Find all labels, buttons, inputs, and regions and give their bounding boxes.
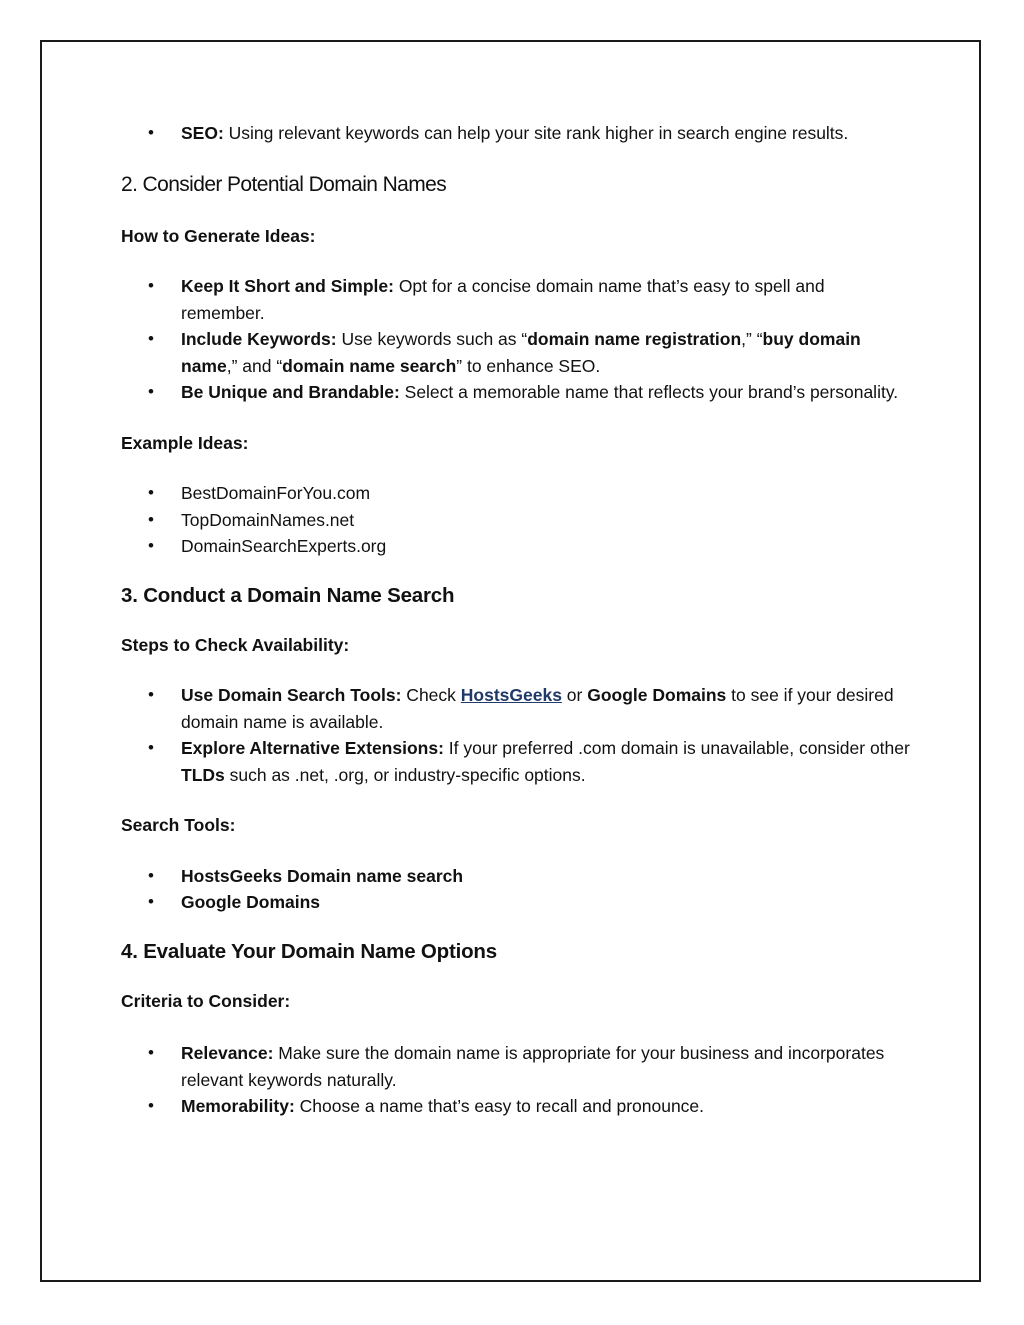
list-item xyxy=(121,1093,911,1120)
bullet-text: ,” “ xyxy=(741,329,763,349)
bullet-text: ” to enhance SEO. xyxy=(456,355,601,376)
bullet-label: Include Keywords: xyxy=(181,329,337,349)
bullet-text: Use keywords such as “ xyxy=(336,329,528,349)
bullet-label: Be Unique and Brandable: xyxy=(181,382,400,402)
hostsgeeks-link[interactable]: HostsGeeks xyxy=(460,685,562,705)
list-item xyxy=(121,889,911,916)
section3-subheading: Steps to Check Availability: xyxy=(121,634,350,655)
keyword: domain name search xyxy=(282,355,457,376)
keyword: domain name registration xyxy=(527,329,742,349)
section3-heading: 3. Conduct a Domain Name Search xyxy=(121,583,455,607)
bullet-label: Use Domain Search Tools: xyxy=(181,685,402,705)
bullet-text: If your preferred .com domain is unavailable, consider other xyxy=(443,738,910,758)
bullet-text: Choose a name that’s easy to recall and pronounce. xyxy=(294,1096,705,1116)
bullet-text: such as .net, .org, or industry-specific options. xyxy=(224,764,586,785)
keyword: buy domain name xyxy=(181,329,861,376)
list-item: • BestDomainForYou.com xyxy=(121,480,911,507)
list-item xyxy=(121,682,911,735)
list-item xyxy=(121,273,911,326)
bullet-label: Keep It Short and Simple: xyxy=(181,276,394,296)
bullet-text: or xyxy=(561,685,588,705)
list-item xyxy=(121,735,911,788)
bullet-text: Make sure the domain name is appropriate for your business and incorporates relevant keywords naturally. xyxy=(181,1043,885,1090)
bullet-label: Explore Alternative Extensions: xyxy=(181,738,444,758)
list-item xyxy=(121,379,911,406)
section3-steps-list xyxy=(121,682,911,788)
bullet-text: Using relevant keywords can help your site rank higher in search engine results. xyxy=(223,123,849,143)
bullet-label: Memorability: xyxy=(181,1096,295,1116)
section4-subheading: Criteria to Consider: xyxy=(121,990,291,1011)
examples-heading: Example Ideas: xyxy=(121,432,249,453)
bullet-label: SEO: xyxy=(181,123,224,143)
bullet-label: Relevance: xyxy=(181,1043,274,1063)
bullet-text: Check xyxy=(401,685,461,705)
keyword: Google Domains xyxy=(587,685,727,705)
examples-list xyxy=(121,480,911,560)
list-item xyxy=(121,863,911,890)
section2-heading: 2. Consider Potential Domain Names xyxy=(121,172,447,196)
bullet-text: to see if your desired domain name is available. xyxy=(181,685,894,732)
search-tools-heading: Search Tools: xyxy=(121,815,236,835)
list-item xyxy=(121,326,911,379)
bullet-text: ,” and “ xyxy=(226,355,283,376)
search-tools-list xyxy=(121,863,911,916)
list-item: • DomainSearchExperts.org xyxy=(121,533,911,560)
tool-name: HostsGeeks Domain name search xyxy=(181,865,464,886)
bullet-text: Opt for a concise domain name that’s easy to spell and remember. xyxy=(181,276,825,323)
section4-heading: 4. Evaluate Your Domain Name Options xyxy=(121,939,497,963)
list-item xyxy=(121,1040,911,1093)
tool-name: Google Domains xyxy=(181,892,321,912)
document-content xyxy=(121,120,911,1120)
section2-idea-list xyxy=(121,273,911,406)
list-item: • TopDomainNames.net xyxy=(121,507,911,534)
keyword: TLDs xyxy=(181,764,225,785)
seo-list xyxy=(121,120,911,147)
bullet-text: Select a memorable name that reflects your brand’s personality. xyxy=(399,382,899,402)
section4-criteria-list xyxy=(121,1040,911,1120)
section2-subheading: How to Generate Ideas: xyxy=(121,225,316,246)
list-item-seo xyxy=(121,120,911,147)
